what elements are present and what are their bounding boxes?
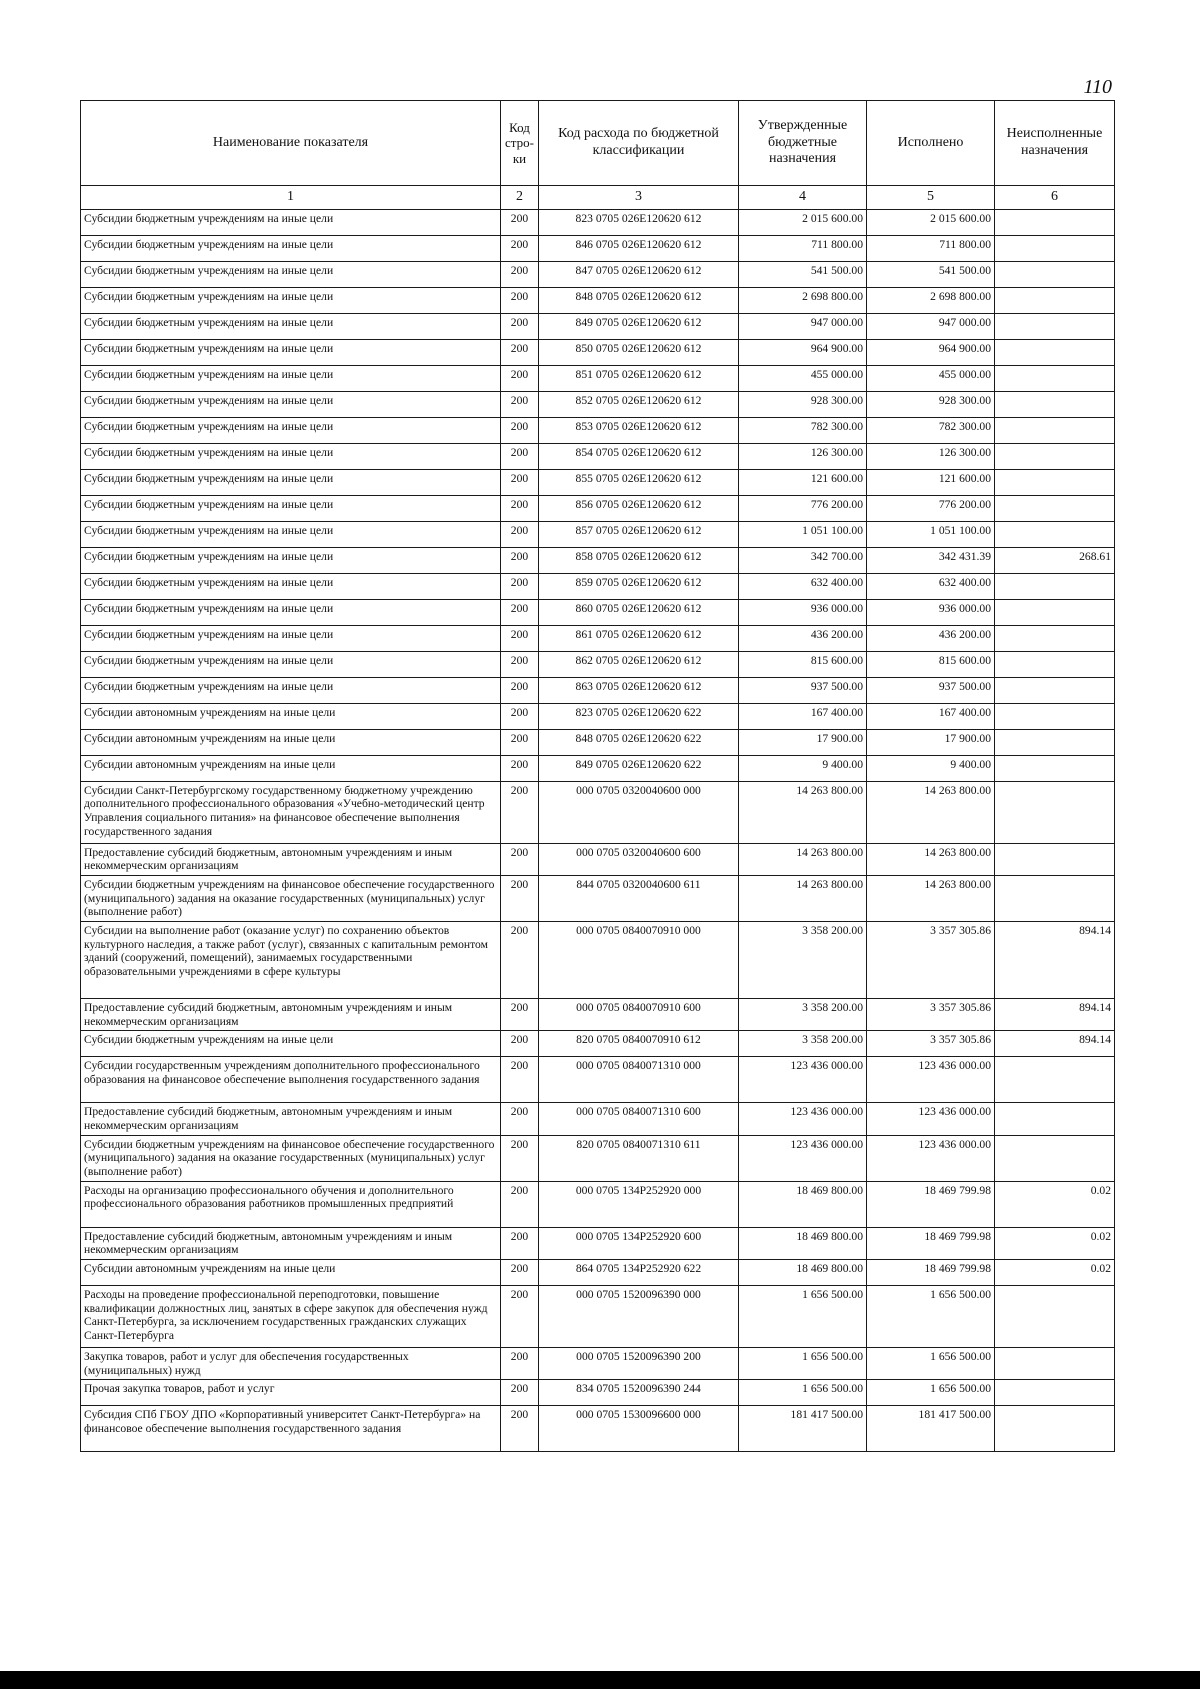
row-line-code: 200 [501,495,539,521]
row-executed: 1 656 500.00 [867,1285,995,1347]
row-name: Расходы на организацию профессионального обучения и дополнительного профессионального образования работников промышленных предприятий [81,1181,501,1227]
row-executed: 541 500.00 [867,261,995,287]
row-name: Субсидии бюджетным учреждениям на иные цели [81,287,501,313]
row-approved: 17 900.00 [739,729,867,755]
row-name: Субсидии на выполнение работ (оказание услуг) по сохранению объектов культурного наследия, а также работ (услуг), связанных с капитальным ремонтом зданий (сооружений, помещений), занимаемых государственными образовательными учреждениями в сфере культуры [81,921,501,998]
table-row [81,1227,1115,1259]
row-executed: 776 200.00 [867,495,995,521]
row-expense-code: 000 0705 134P252920 600 [539,1227,739,1259]
table-row [81,495,1115,521]
row-line-code: 200 [501,921,539,998]
table-row [81,1181,1115,1227]
row-expense-code: 863 0705 026Е120620 612 [539,677,739,703]
row-approved: 1 656 500.00 [739,1285,867,1347]
row-approved: 632 400.00 [739,573,867,599]
row-expense-code: 000 0705 0840070910 000 [539,921,739,998]
row-name: Субсидии бюджетным учреждениям на иные цели [81,573,501,599]
row-unexecuted [995,1135,1115,1181]
table-row [81,1031,1115,1057]
row-executed: 928 300.00 [867,391,995,417]
row-expense-code: 857 0705 026Е120620 612 [539,521,739,547]
row-approved: 928 300.00 [739,391,867,417]
row-name: Субсидии бюджетным учреждениям на иные цели [81,235,501,261]
row-line-code: 200 [501,365,539,391]
row-executed: 123 436 000.00 [867,1103,995,1135]
row-approved: 18 469 800.00 [739,1259,867,1285]
row-name: Закупка товаров, работ и услуг для обеспечения государственных (муниципальных) нужд [81,1347,501,1379]
row-expense-code: 850 0705 026Е120620 612 [539,339,739,365]
row-line-code: 200 [501,1406,539,1452]
row-unexecuted [995,875,1115,921]
row-unexecuted [995,651,1115,677]
row-expense-code: 000 0705 0320040600 000 [539,781,739,843]
scan-bottom-edge [0,1671,1200,1689]
row-line-code: 200 [501,209,539,235]
row-unexecuted [995,729,1115,755]
row-executed: 9 400.00 [867,755,995,781]
row-line-code: 200 [501,875,539,921]
row-line-code: 200 [501,261,539,287]
row-expense-code: 000 0705 1520096390 200 [539,1347,739,1379]
row-unexecuted: 0.02 [995,1181,1115,1227]
row-expense-code: 820 0705 0840071310 611 [539,1135,739,1181]
table-row [81,287,1115,313]
page-number: 110 [1083,76,1112,98]
table-row [81,1103,1115,1135]
row-approved: 123 436 000.00 [739,1103,867,1135]
row-executed: 3 357 305.86 [867,921,995,998]
row-unexecuted [995,755,1115,781]
row-approved: 455 000.00 [739,365,867,391]
row-name: Расходы на проведение профессиональной переподготовки, повышение квалификации должностных лиц, занятых в сфере закупок для обеспечения нужд Санкт-Петербурга, за исключением государственных гражданских служащих Санкт-Петербурга [81,1285,501,1347]
row-line-code: 200 [501,235,539,261]
table-row [81,921,1115,998]
row-expense-code: 000 0705 1520096390 000 [539,1285,739,1347]
row-approved: 1 656 500.00 [739,1347,867,1379]
row-expense-code: 847 0705 026Е120620 612 [539,261,739,287]
table-row [81,625,1115,651]
header-expense-code: Код расхода по бюджетной классификации [539,101,739,186]
row-line-code: 200 [501,339,539,365]
row-expense-code: 000 0705 0840070910 600 [539,998,739,1030]
row-line-code: 200 [501,703,539,729]
row-name: Предоставление субсидий бюджетным, автономным учреждениям и иным некоммерческим организациям [81,843,501,875]
row-name: Субсидии бюджетным учреждениям на финансовое обеспечение государственного (муниципального) задания на оказание государственных (муниципальных) услуг (выполнение работ) [81,875,501,921]
row-expense-code: 856 0705 026Е120620 612 [539,495,739,521]
row-approved: 342 700.00 [739,547,867,573]
row-name: Субсидии автономным учреждениям на иные цели [81,729,501,755]
row-executed: 18 469 799.98 [867,1181,995,1227]
table-row [81,781,1115,843]
row-name: Субсидии бюджетным учреждениям на иные цели [81,365,501,391]
row-unexecuted [995,1406,1115,1452]
row-line-code: 200 [501,313,539,339]
row-unexecuted [995,521,1115,547]
row-approved: 18 469 800.00 [739,1227,867,1259]
row-executed: 167 400.00 [867,703,995,729]
row-line-code: 200 [501,1347,539,1379]
row-name: Субсидии бюджетным учреждениям на иные цели [81,261,501,287]
row-unexecuted [995,209,1115,235]
row-expense-code: 846 0705 026Е120620 612 [539,235,739,261]
row-executed: 455 000.00 [867,365,995,391]
row-executed: 18 469 799.98 [867,1227,995,1259]
row-expense-code: 858 0705 026Е120620 612 [539,547,739,573]
row-executed: 1 051 100.00 [867,521,995,547]
row-approved: 3 358 200.00 [739,1031,867,1057]
row-expense-code: 849 0705 026Е120620 622 [539,755,739,781]
header-approved: Утвержденные бюджетные назначения [739,101,867,186]
row-name: Субсидии бюджетным учреждениям на финансовое обеспечение государственного (муниципального) задания на оказание государственных (муниципальных) услуг (выполнение работ) [81,1135,501,1181]
row-executed: 1 656 500.00 [867,1347,995,1379]
row-name: Субсидии бюджетным учреждениям на иные цели [81,495,501,521]
row-executed: 14 263 800.00 [867,843,995,875]
row-name: Субсидии бюджетным учреждениям на иные цели [81,391,501,417]
row-unexecuted [995,1057,1115,1103]
row-unexecuted [995,1347,1115,1379]
row-unexecuted: 894.14 [995,1031,1115,1057]
row-line-code: 200 [501,391,539,417]
table-row [81,1347,1115,1379]
row-approved: 121 600.00 [739,469,867,495]
row-approved: 2 015 600.00 [739,209,867,235]
row-expense-code: 000 0705 134P252920 000 [539,1181,739,1227]
row-name: Субсидии бюджетным учреждениям на иные цели [81,443,501,469]
row-expense-code: 854 0705 026Е120620 612 [539,443,739,469]
row-unexecuted [995,599,1115,625]
table-row [81,391,1115,417]
row-executed: 126 300.00 [867,443,995,469]
row-approved: 123 436 000.00 [739,1057,867,1103]
row-approved: 1 051 100.00 [739,521,867,547]
table-row [81,443,1115,469]
row-name: Субсидии бюджетным учреждениям на иные цели [81,469,501,495]
col-number: 4 [739,186,867,210]
row-unexecuted [995,625,1115,651]
row-approved: 9 400.00 [739,755,867,781]
row-line-code: 200 [501,781,539,843]
row-name: Субсидии автономным учреждениям на иные цели [81,755,501,781]
row-expense-code: 823 0705 026Е120620 622 [539,703,739,729]
row-unexecuted [995,235,1115,261]
row-executed: 936 000.00 [867,599,995,625]
row-unexecuted [995,365,1115,391]
row-line-code: 200 [501,1031,539,1057]
row-expense-code: 000 0705 0320040600 600 [539,843,739,875]
row-approved: 14 263 800.00 [739,843,867,875]
row-unexecuted: 0.02 [995,1227,1115,1259]
row-name: Субсидии бюджетным учреждениям на иные цели [81,313,501,339]
row-unexecuted [995,495,1115,521]
row-executed: 815 600.00 [867,651,995,677]
row-approved: 436 200.00 [739,625,867,651]
row-line-code: 200 [501,1103,539,1135]
column-number-row [81,186,1115,210]
row-line-code: 200 [501,1259,539,1285]
header-executed: Исполнено [867,101,995,186]
row-executed: 18 469 799.98 [867,1259,995,1285]
table-row [81,677,1115,703]
row-line-code: 200 [501,443,539,469]
row-name: Субсидии бюджетным учреждениям на иные цели [81,599,501,625]
table-row [81,339,1115,365]
row-line-code: 200 [501,1135,539,1181]
row-line-code: 200 [501,729,539,755]
row-line-code: 200 [501,1227,539,1259]
row-executed: 711 800.00 [867,235,995,261]
row-unexecuted [995,287,1115,313]
row-approved: 937 500.00 [739,677,867,703]
row-executed: 121 600.00 [867,469,995,495]
col-number: 5 [867,186,995,210]
row-executed: 937 500.00 [867,677,995,703]
table-row [81,469,1115,495]
table-row [81,1406,1115,1452]
row-line-code: 200 [501,417,539,443]
row-unexecuted [995,703,1115,729]
table-row [81,599,1115,625]
row-line-code: 200 [501,677,539,703]
row-executed: 1 656 500.00 [867,1380,995,1406]
row-executed: 436 200.00 [867,625,995,651]
row-executed: 14 263 800.00 [867,875,995,921]
row-executed: 632 400.00 [867,573,995,599]
row-line-code: 200 [501,843,539,875]
table-row [81,365,1115,391]
row-unexecuted [995,417,1115,443]
row-name: Прочая закупка товаров, работ и услуг [81,1380,501,1406]
row-line-code: 200 [501,1057,539,1103]
row-name: Субсидии бюджетным учреждениям на иные цели [81,521,501,547]
row-name: Субсидии бюджетным учреждениям на иные цели [81,625,501,651]
row-executed: 2 698 800.00 [867,287,995,313]
budget-execution-table [80,100,1115,1452]
row-approved: 782 300.00 [739,417,867,443]
row-executed: 3 357 305.86 [867,998,995,1030]
row-expense-code: 852 0705 026Е120620 612 [539,391,739,417]
row-executed: 342 431.39 [867,547,995,573]
table-row [81,1135,1115,1181]
table-row [81,1259,1115,1285]
table-row [81,547,1115,573]
row-expense-code: 848 0705 026Е120620 612 [539,287,739,313]
row-approved: 14 263 800.00 [739,781,867,843]
row-unexecuted [995,677,1115,703]
row-name: Субсидия СПб ГБОУ ДПО «Корпоративный университет Санкт-Петербурга» на финансовое обеспечение выполнения государственного задания [81,1406,501,1452]
row-expense-code: 853 0705 026Е120620 612 [539,417,739,443]
table-row [81,875,1115,921]
row-approved: 3 358 200.00 [739,921,867,998]
table-row [81,417,1115,443]
row-unexecuted [995,261,1115,287]
table-row [81,1057,1115,1103]
row-approved: 947 000.00 [739,313,867,339]
table-row [81,998,1115,1030]
row-approved: 126 300.00 [739,443,867,469]
row-line-code: 200 [501,599,539,625]
table-row [81,729,1115,755]
row-line-code: 200 [501,1181,539,1227]
row-name: Предоставление субсидий бюджетным, автономным учреждениям и иным некоммерческим организациям [81,998,501,1030]
row-executed: 123 436 000.00 [867,1057,995,1103]
row-line-code: 200 [501,469,539,495]
row-executed: 782 300.00 [867,417,995,443]
header-indicator-name: Наименование показателя [81,101,501,186]
row-unexecuted [995,443,1115,469]
col-number: 6 [995,186,1115,210]
row-approved: 18 469 800.00 [739,1181,867,1227]
col-number: 1 [81,186,501,210]
row-name: Субсидии бюджетным учреждениям на иные цели [81,651,501,677]
row-unexecuted [995,469,1115,495]
row-expense-code: 861 0705 026Е120620 612 [539,625,739,651]
row-executed: 964 900.00 [867,339,995,365]
table-row [81,755,1115,781]
row-unexecuted [995,1285,1115,1347]
table-row [81,703,1115,729]
row-expense-code: 859 0705 026Е120620 612 [539,573,739,599]
row-expense-code: 000 0705 0840071310 600 [539,1103,739,1135]
row-expense-code: 851 0705 026Е120620 612 [539,365,739,391]
row-expense-code: 849 0705 026Е120620 612 [539,313,739,339]
row-line-code: 200 [501,1285,539,1347]
row-approved: 14 263 800.00 [739,875,867,921]
header-unexecuted: Неисполненные назначения [995,101,1115,186]
row-approved: 936 000.00 [739,599,867,625]
row-approved: 815 600.00 [739,651,867,677]
table-row [81,651,1115,677]
row-approved: 964 900.00 [739,339,867,365]
table-row [81,313,1115,339]
header-line-code: Код стро-ки [501,101,539,186]
row-line-code: 200 [501,547,539,573]
row-unexecuted [995,1380,1115,1406]
row-unexecuted [995,339,1115,365]
row-unexecuted [995,391,1115,417]
table-row [81,235,1115,261]
row-name: Субсидии бюджетным учреждениям на иные цели [81,339,501,365]
row-expense-code: 834 0705 1520096390 244 [539,1380,739,1406]
row-unexecuted: 268.61 [995,547,1115,573]
col-number: 2 [501,186,539,210]
row-executed: 2 015 600.00 [867,209,995,235]
row-name: Субсидии бюджетным учреждениям на иные цели [81,1031,501,1057]
row-executed: 14 263 800.00 [867,781,995,843]
row-executed: 181 417 500.00 [867,1406,995,1452]
row-expense-code: 823 0705 026Е120620 612 [539,209,739,235]
row-unexecuted: 894.14 [995,921,1115,998]
row-line-code: 200 [501,625,539,651]
row-approved: 2 698 800.00 [739,287,867,313]
row-unexecuted: 0.02 [995,1259,1115,1285]
row-line-code: 200 [501,287,539,313]
row-unexecuted [995,573,1115,599]
row-name: Субсидии бюджетным учреждениям на иные цели [81,677,501,703]
row-name: Предоставление субсидий бюджетным, автономным учреждениям и иным некоммерческим организациям [81,1227,501,1259]
row-unexecuted [995,1103,1115,1135]
row-unexecuted [995,843,1115,875]
row-expense-code: 855 0705 026Е120620 612 [539,469,739,495]
row-name: Субсидии автономным учреждениям на иные цели [81,1259,501,1285]
row-expense-code: 864 0705 134P252920 622 [539,1259,739,1285]
row-expense-code: 860 0705 026Е120620 612 [539,599,739,625]
row-name: Субсидии государственным учреждениям дополнительного профессионального образования на финансовое обеспечение выполнения государственного задания [81,1057,501,1103]
row-name: Предоставление субсидий бюджетным, автономным учреждениям и иным некоммерческим организациям [81,1103,501,1135]
row-approved: 776 200.00 [739,495,867,521]
row-expense-code: 844 0705 0320040600 611 [539,875,739,921]
row-name: Субсидии бюджетным учреждениям на иные цели [81,547,501,573]
row-approved: 167 400.00 [739,703,867,729]
row-approved: 181 417 500.00 [739,1406,867,1452]
table-row [81,573,1115,599]
row-approved: 541 500.00 [739,261,867,287]
row-name: Субсидии бюджетным учреждениям на иные цели [81,417,501,443]
row-name: Субсидии Санкт-Петербургскому государственному бюджетному учреждению дополнительного профессионального образования «Учебно-методический центр Управления социального питания» на финансовое обеспечение выполнения государственного задания [81,781,501,843]
table-row [81,261,1115,287]
col-number: 3 [539,186,739,210]
table-row [81,1380,1115,1406]
row-name: Субсидии бюджетным учреждениям на иные цели [81,209,501,235]
row-executed: 123 436 000.00 [867,1135,995,1181]
row-executed: 3 357 305.86 [867,1031,995,1057]
row-executed: 17 900.00 [867,729,995,755]
row-expense-code: 848 0705 026Е120620 622 [539,729,739,755]
table-row [81,521,1115,547]
table-row [81,209,1115,235]
row-name: Субсидии автономным учреждениям на иные цели [81,703,501,729]
row-approved: 1 656 500.00 [739,1380,867,1406]
table-header-row [81,101,1115,186]
row-expense-code: 000 0705 0840071310 000 [539,1057,739,1103]
row-executed: 947 000.00 [867,313,995,339]
row-approved: 3 358 200.00 [739,998,867,1030]
row-expense-code: 820 0705 0840070910 612 [539,1031,739,1057]
row-expense-code: 862 0705 026Е120620 612 [539,651,739,677]
row-approved: 123 436 000.00 [739,1135,867,1181]
row-unexecuted [995,781,1115,843]
row-line-code: 200 [501,651,539,677]
table-row [81,1285,1115,1347]
row-line-code: 200 [501,998,539,1030]
table-body [81,209,1115,1452]
table-row [81,843,1115,875]
row-unexecuted: 894.14 [995,998,1115,1030]
row-line-code: 200 [501,521,539,547]
row-unexecuted [995,313,1115,339]
row-approved: 711 800.00 [739,235,867,261]
row-line-code: 200 [501,1380,539,1406]
row-line-code: 200 [501,573,539,599]
row-line-code: 200 [501,755,539,781]
row-expense-code: 000 0705 1530096600 000 [539,1406,739,1452]
